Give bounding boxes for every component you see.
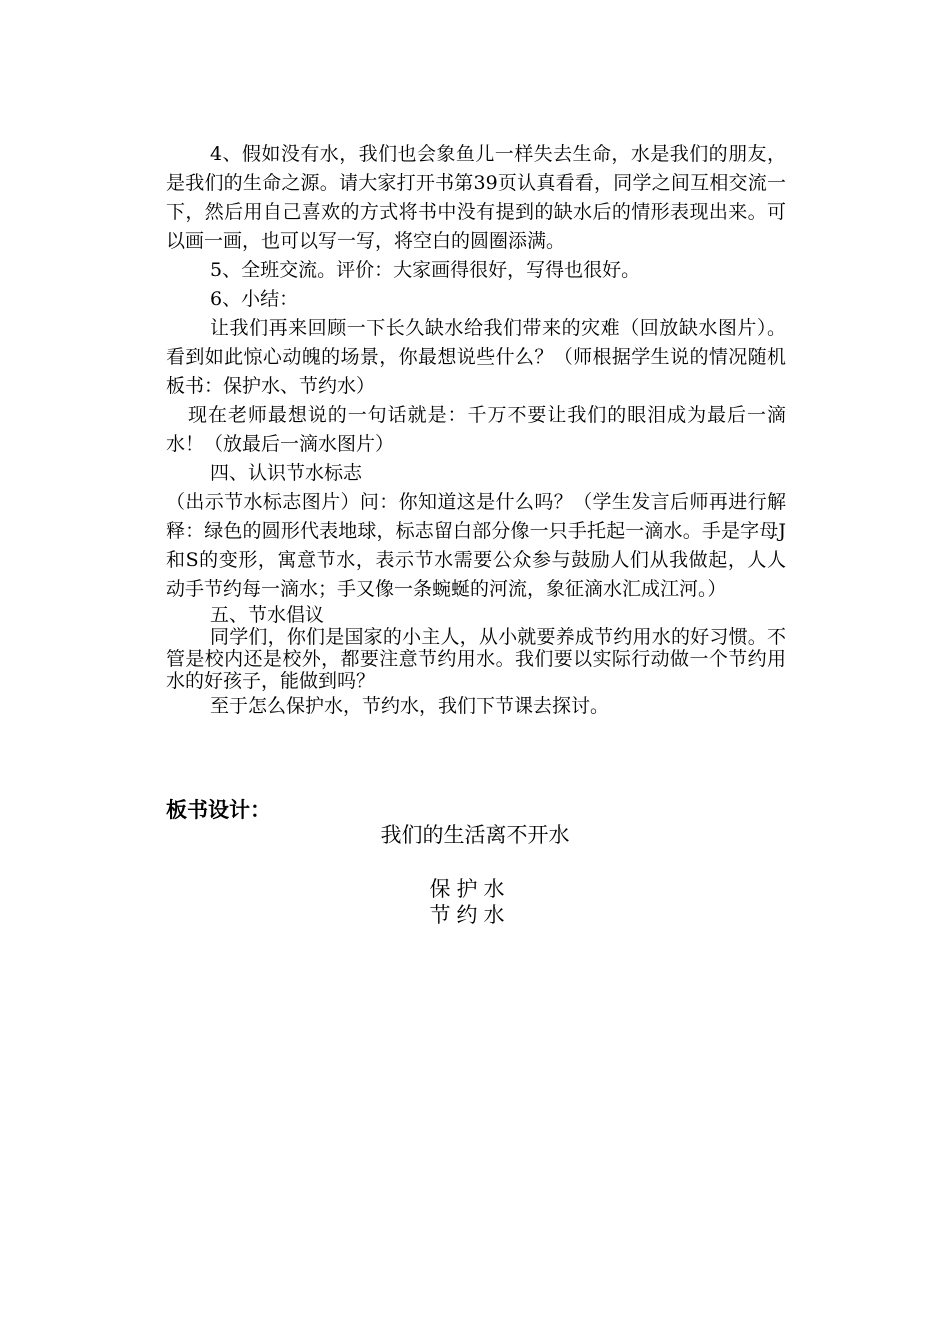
board-title: 我们的生活离不开水	[380, 823, 570, 847]
section-5-closing: 至于怎么保护水，节约水，我们下节课去探讨。	[210, 695, 610, 717]
paragraph-step-6: 6、小结：	[210, 288, 299, 310]
board-design-heading: 板书设计：	[166, 798, 271, 822]
paragraph-step-4: 4、假如没有水，我们也会象鱼儿一样失去生命，水是我们的朋友，是我们的生命之源。请大家打开书第39页认真看看，同学之间互相交流一下，然后用自己喜欢的方式将书中没有提到的缺水后的情形表现出来。可以画一画，也可以写一写，将空白的圆圈添满。	[166, 143, 786, 252]
board-line-protect-water: 保护水	[429, 877, 511, 901]
section-5-title: 五、节水倡议	[210, 604, 325, 626]
section-4-title: 四、认识节水标志	[210, 462, 363, 484]
lesson-body	[166, 140, 786, 721]
section-5-body: 同学们，你们是国家的小主人，从小就要养成节约用水的好习惯。不管是校内还是校外，都要注意节约用水。我们要以实际行动做一个节约用水的好孩子，能做到吗？	[166, 626, 786, 692]
paragraph-summary-review: 让我们再来回顾一下长久缺水给我们带来的灾难（回放缺水图片）。看到如此惊心动魄的场景，你最想说些什么？（师根据学生说的情况随机板书：保护水、节约水）	[166, 317, 786, 397]
paragraph-step-5: 5、全班交流。评价：大家画得很好，写得也很好。	[210, 259, 641, 281]
paragraph-summary-teacher: 现在老师最想说的一句话就是：千万不要让我们的眼泪成为最后一滴水！（放最后一滴水图片）	[166, 404, 786, 455]
section-4-body: （出示节水标志图片）问：你知道这是什么吗？（学生发言后师再进行解释：绿色的圆形代表地球，标志留白部分像一只手托起一滴水。手是字母J和S的变形，寓意节水，表示节水需要公众参与鼓励人们从我做起，人人动手节约每一滴水；手又像一条蜿蜒的河流，象征滴水汇成江河。）	[166, 491, 786, 600]
board-line-save-water: 节约水	[429, 903, 511, 927]
